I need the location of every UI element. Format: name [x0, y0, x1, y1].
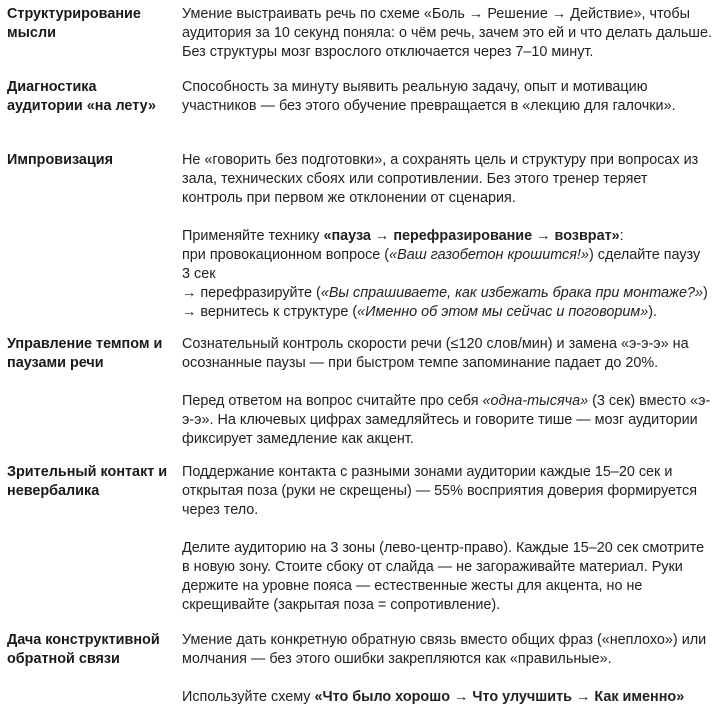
- skill-tip: [182, 227, 712, 322]
- skill-term: Зрительный контакт и невербалика: [7, 464, 168, 499]
- skill-description: [182, 631, 712, 707]
- skill-tip: Делите аудиторию на 3 зоны (лево-центр-право). Каждые 15–20 сек смотрите в новую зону. Стоите сбоку от слайда — не загораживайте материал. Руки держите на уровне пояса — естественные жесты для акцента, но не скрещивайте (закрытая поза = сопротивление).: [182, 540, 705, 613]
- tip-colon: :: [619, 228, 624, 244]
- tip-step-text: ).: [648, 304, 658, 320]
- tip-step-text: ): [702, 285, 708, 301]
- tip-scheme: «Что было хорошо → Что улучшить → Как именно»: [314, 689, 685, 705]
- skill-description: [182, 335, 712, 449]
- skill-desc-text: Поддержание контакта с разными зонами аудитории каждые 15–20 сек и открытая поза (руки не скрещены) — 55% восприятия доверия формируется через тело.: [182, 464, 697, 518]
- tip-text: (3 сек) вместо «э-э-э». На ключевых цифрах замедляйтесь и говорите тише — мозг аудитории фиксирует замедление как акцент.: [182, 393, 711, 447]
- skill-tip: [182, 688, 712, 707]
- skill-term: Диагностика аудитории «на лету»: [7, 79, 156, 114]
- skill-desc-text: Умение дать конкретную обратную связь вместо общих фраз («неплохо») или молчания — без этого ошибки закрепляются как «правильные».: [182, 632, 707, 667]
- skill-tip: [182, 392, 712, 449]
- tip-step-text: при провокационном вопросе (: [182, 247, 390, 263]
- skill-desc-text: Способность за минуту выявить реальную задачу, опыт и мотивацию участников — без этого обучение превращается в «лекцию для галочки».: [182, 79, 676, 114]
- skill-term: Дача конструктивной обратной связи: [7, 632, 160, 667]
- tip-text: Перед ответом на вопрос считайте про себя: [182, 393, 483, 409]
- tip-step-quote: «Ваш газобетон крошится!»: [389, 247, 589, 263]
- skill-term: Импровизация: [7, 152, 114, 168]
- skill-term: Управление темпом и паузами речи: [7, 336, 163, 371]
- skill-description: [182, 463, 712, 615]
- skill-term: Структурирование мысли: [7, 6, 141, 41]
- tip-quote: «одна-тысяча»: [482, 393, 589, 409]
- tip-step-text: → перефразируйте (: [182, 285, 321, 301]
- tip-step-quote: «Именно об этом мы сейчас и поговорим»: [357, 304, 649, 320]
- tip-step-text: ) сделайте паузу 3 сек: [182, 247, 701, 282]
- skill-description: [182, 78, 712, 116]
- skill-desc-text: Сознательный контроль скорости речи (≤120 слов/мин) и замена «э-э-э» на осознанные паузы — при быстром темпе запоминание падает до 20%.: [182, 336, 689, 371]
- tip-technique: «пауза → перефразирование → возврат»: [323, 228, 620, 244]
- tip-step-text: → вернитесь к структуре (: [182, 304, 358, 320]
- tip-text: Используйте схему: [182, 689, 315, 705]
- skill-desc-text: Не «говорить без подготовки», а сохранять цель и структуру при вопросах из зала, технических сбоях или сопротивлении. Без этого тренер теряет контроль при первом же отклонении от сценария.: [182, 152, 699, 206]
- skill-description: [182, 151, 712, 322]
- tip-step-quote: «Вы спрашиваете, как избежать брака при монтаже?»: [320, 285, 703, 301]
- skill-desc-text: Умение выстраивать речь по схеме «Боль → Решение → Действие», чтобы аудитория за 10 секунд поняла: о чём речь, зачем это ей и что делать дальше. Без структуры мозг взрослого отключается через 7–10 минут.: [182, 6, 712, 60]
- tip-intro: Применяйте технику: [182, 228, 324, 244]
- skill-description: [182, 5, 712, 62]
